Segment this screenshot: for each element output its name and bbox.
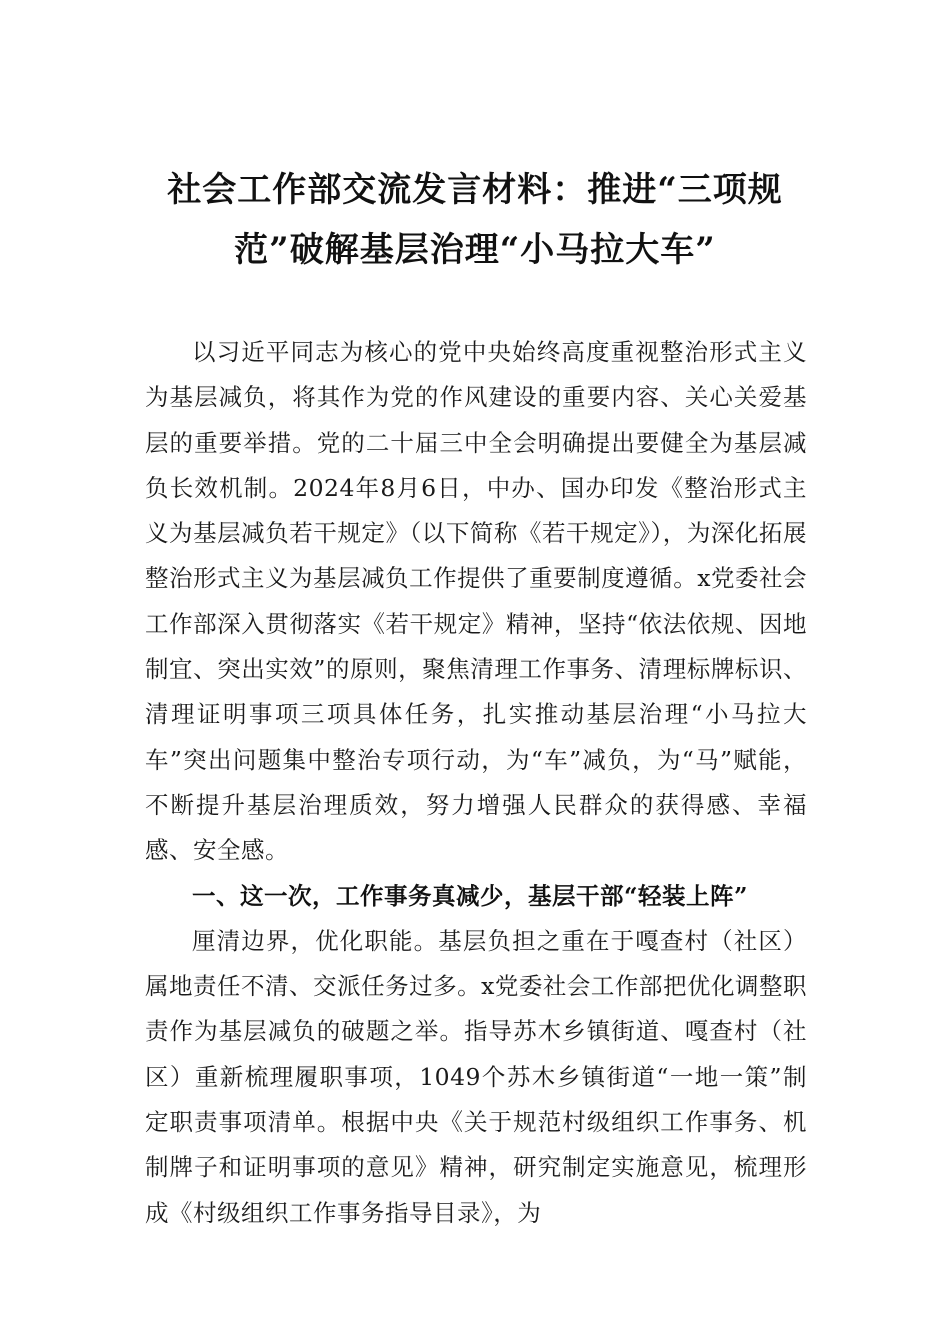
section-heading: 一、这一次，工作事务真减少，基层干部“轻装上阵” bbox=[192, 881, 749, 910]
intro-paragraph: 以习近平同志为核心的党中央始终高度重视整治形式主义为基层减负，将其作为党的作风建设的重要内容、关心关爱基层的重要举措。党的二十届三中全会明确提出要健全为基层减负长效机制。2024年8月6日，中办、国办印发《整治形式主义为基层减负若干规定》（以下简称《若干规定》），为深化拓展整治形式主义为基层减负工作提供了重要制度遵循。x党委社会工作部深入贯彻落实《若干规定》精神，坚持“依法依规、因地制宜、突出实效”的原则，聚焦清理工作事务、清理标牌标识、清理证明事项三项具体任务，扎实推动基层治理“小马拉大车”突出问题集中整治专项行动，为“车”减负，为“马”赋能，不断提升基层治理质效，努力增强人民群众的获得感、幸福感、安全感。 bbox=[145, 338, 807, 865]
document-title: 社会工作部交流发言材料：推进“三项规范”破解基层治理“小马拉大车” bbox=[167, 170, 783, 270]
section-paragraph: 厘清边界，优化职能。基层负担之重在于嘎查村（社区）属地责任不清、交派任务过多。x党委社会工作部把优化调整职责作为基层减负的破题之举。指导苏木乡镇街道、嘎查村（社区）重新梳理履职事项，1049个苏木乡镇街道“一地一策”制定职责事项清单。根据中央《关于规范村级组织工作事务、机制牌子和证明事项的意见》精神，研究制定实施意见，梳理形成《村级组织工作事务指导目录》，为 bbox=[145, 926, 807, 1227]
document-body bbox=[145, 330, 807, 1236]
